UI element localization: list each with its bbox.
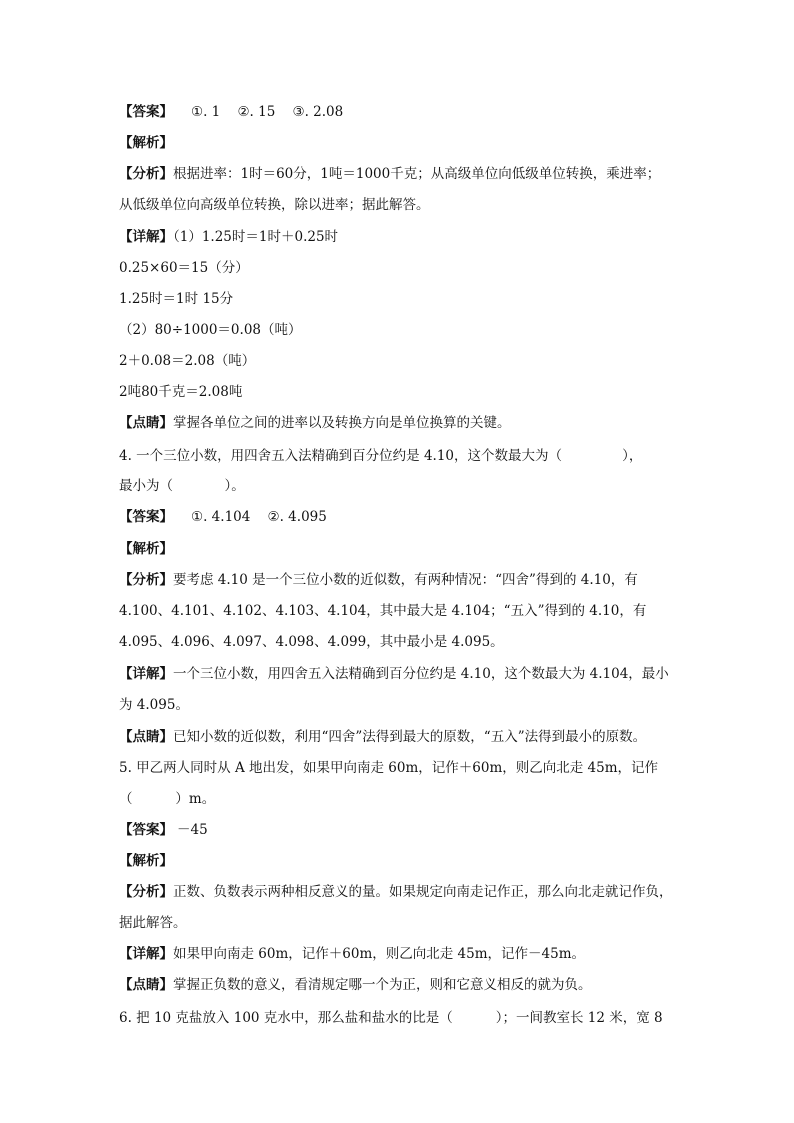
q3-calc-line-4: （2）80÷1000＝0.08（吨） (119, 322, 302, 338)
q5-fenxi-line-1: 【分析】正数、负数表示两种相反意义的量。如果规定向南走记作正，那么向北走就记作负， (119, 884, 673, 900)
q5-question-line-2: （ ）m。 (119, 791, 216, 807)
q4-dianjing-line: 【点睛】已知小数的近似数，利用“四舍”法得到最大的原数，“五入”法得到最小的原数。 (119, 729, 647, 745)
q4-xiangjie-line-2: 为 4.095。 (119, 697, 189, 713)
dianjing-tag: 【点睛】 (119, 415, 173, 431)
answer-values: －45 (177, 822, 208, 838)
fenxi-tag: 【分析】 (119, 884, 173, 900)
q4-question-line-2: 最小为（ ）。 (119, 478, 245, 494)
q3-answer-line (119, 103, 343, 121)
dianjing-tag: 【点睛】 (119, 977, 173, 993)
q5-question-line-1: 5. 甲乙两人同时从 A 地出发，如果甲向南走 60m，记作＋60m，则乙向北走 45m，记作 (119, 760, 659, 776)
answer-tag: 【答案】 (119, 104, 173, 120)
dianjing-tag: 【点睛】 (119, 729, 173, 745)
xiangjie-tag: 【详解】 (119, 229, 173, 245)
q3-dianjing-line: 【点睛】掌握各单位之间的进率以及转换方向是单位换算的关键。 (119, 415, 511, 431)
q4-question-line-1: 4. 一个三位小数，用四舍五入法精确到百分位约是 4.10，这个数最大为（ ）， (119, 448, 643, 464)
q3-calc-line-3: 1.25时＝1时 15分 (119, 291, 234, 307)
answer-values: ①. 4.104 ②. 4.095 (191, 509, 327, 525)
q3-xiangjie-line-1: 【详解】（1）1.25时＝1时＋0.25时 (119, 229, 339, 245)
fenxi-tag: 【分析】 (119, 572, 173, 588)
q5-analysis-heading: 【解析】 (119, 853, 173, 869)
q4-fenxi-line-2: 4.100、4.101、4.102、4.103、4.104，其中最大是 4.104；“五入”得到的 4.10，有 (119, 603, 647, 619)
xiangjie-tag: 【详解】 (119, 946, 173, 962)
q6-question-line-1: 6. 把 10 克盐放入 100 克水中，那么盐和盐水的比是（ ）；一间教室长 12 米，宽 8 (119, 1010, 663, 1026)
q5-xiangjie-line: 【详解】如果甲向南走 60m，记作＋60m，则乙向北走 45m，记作－45m。 (119, 946, 585, 962)
q5-fenxi-line-2: 据此解答。 (119, 915, 187, 931)
q4-analysis-heading: 【解析】 (119, 541, 173, 557)
q3-calc-line-6: 2吨80千克＝2.08吨 (119, 384, 243, 400)
q3-analysis-heading: 【解析】 (119, 135, 173, 151)
q5-answer-line (119, 821, 208, 839)
q3-calc-line-5: 2＋0.08＝2.08（吨） (119, 353, 256, 369)
q4-fenxi-line-1: 【分析】要考虑 4.10 是一个三位小数的近似数，有两种情况：“四舍”得到的 4.10，有 (119, 572, 638, 588)
answer-tag: 【答案】 (119, 822, 173, 838)
answer-values: ①. 1 ②. 15 ③. 2.08 (191, 104, 344, 120)
answer-tag: 【答案】 (119, 509, 173, 525)
q3-fenxi-line-2: 从低级单位向高级单位转换，除以进率；据此解答。 (119, 197, 430, 213)
q3-fenxi-line-1: 【分析】根据进率：1时＝60分，1吨＝1000千克；从高级单位向低级单位转换，乘进率； (119, 166, 661, 182)
q5-dianjing-line: 【点睛】掌握正负数的意义，看清规定哪一个为正，则和它意义相反的就为负。 (119, 977, 592, 993)
q4-xiangjie-line-1: 【详解】一个三位小数，用四舍五入法精确到百分位约是 4.10，这个数最大为 4.104，最小 (119, 666, 669, 682)
fenxi-tag: 【分析】 (119, 166, 173, 182)
xiangjie-tag: 【详解】 (119, 666, 173, 682)
q4-fenxi-line-3: 4.095、4.096、4.097、4.098、4.099，其中最小是 4.095。 (119, 634, 504, 650)
q4-answer-line (119, 508, 327, 526)
q3-calc-line-2: 0.25×60＝15（分） (119, 260, 249, 276)
